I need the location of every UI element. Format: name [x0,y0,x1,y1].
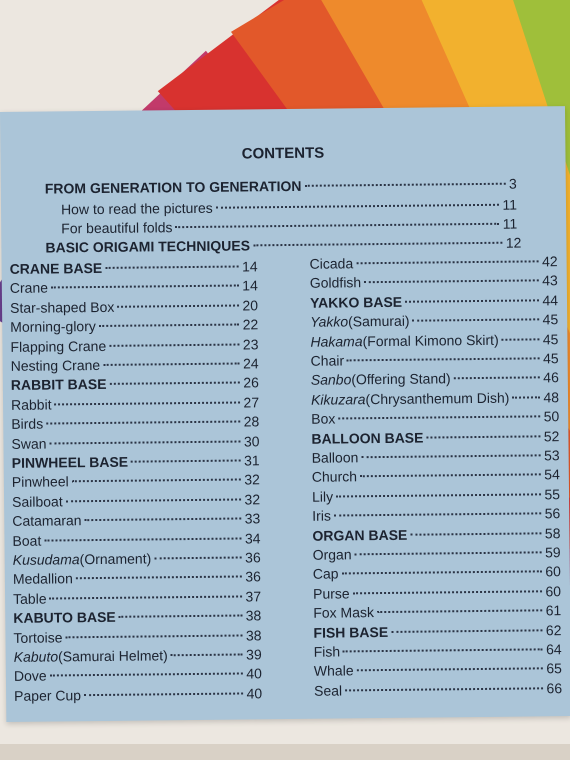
toc-entry [11,374,259,395]
bottom-strip [0,744,570,760]
entry-title: Balloon [311,449,359,466]
dot-leader [355,551,543,555]
entry-title-gloss: (Ornament) [79,550,152,568]
entry-title: FISH BASE [313,623,389,641]
dot-leader [154,556,242,559]
entry-title [311,388,510,408]
dot-leader [49,440,240,444]
toc-entry [10,315,258,336]
dot-leader [512,396,540,398]
entry-title: How to read the pictures [60,199,213,218]
dot-leader [347,357,540,361]
entry-title: Dove [13,667,47,685]
page-number: 40 [246,665,262,682]
page-number: 14 [242,277,258,294]
dot-leader [51,285,239,289]
page-number: 66 [546,679,563,697]
page-number: 28 [243,413,260,430]
entry-title: Rabbit [10,396,52,413]
toc-entry [311,407,559,428]
page-number: 58 [544,524,561,541]
page-number: 38 [245,607,262,624]
toc-entry [11,432,259,453]
contents-title: CONTENTS [241,144,325,163]
toc-entry [11,354,259,375]
dot-leader [304,183,506,187]
toc-entry [10,277,258,298]
entry-title: Goldfish [309,274,362,292]
entry-title-italic: Kikuzara [310,390,366,408]
page-number: 11 [502,196,518,213]
dot-leader [50,595,243,599]
entry-title: YAKKO BASE [309,293,403,311]
page-number: 42 [541,253,558,270]
dot-leader [377,610,543,614]
toc-entry [313,543,561,564]
toc-entry [12,471,260,492]
entry-title: ORGAN BASE [312,526,408,544]
dot-leader [338,416,540,420]
entry-title: Catamaran [12,512,82,530]
entry-title: Cap [312,565,339,583]
toc-entry [13,568,261,589]
entry-title: Box [311,410,336,427]
toc-entry [12,451,260,472]
dot-leader [413,319,540,322]
dot-leader [345,687,543,691]
toc-entry [12,490,260,511]
toc-entry [314,640,562,661]
dot-leader [343,648,543,652]
dot-leader [85,518,242,522]
entry-title: RABBIT BASE [10,376,107,394]
toc-entry [311,388,559,409]
dot-leader [99,324,240,327]
page-number: 32 [244,471,260,488]
page-number: 22 [242,316,259,333]
entry-title-gloss: (Chrysanthemum Dish) [365,389,510,407]
dot-leader [72,479,242,483]
dot-leader [119,615,243,618]
page-number: 37 [245,588,262,605]
entry-title [311,370,451,389]
page-number: 50 [543,408,560,425]
page-number: 44 [542,291,559,309]
toc-entry [13,587,261,608]
entry-title: Nesting Crane [10,356,101,374]
dot-leader [103,362,240,365]
entry-title: Tortoise [13,628,63,646]
toc-entry [11,393,259,414]
page-number: 52 [543,427,560,444]
toc-entry [312,524,560,545]
toc-entry [314,679,562,700]
entry-title: Paper Cup [14,686,82,704]
toc-entry [10,257,258,278]
dot-leader [171,653,243,656]
contents-card [0,106,570,722]
toc-entry [310,291,558,312]
page-number: 32 [244,491,261,508]
entry-title-italic: Hakama [310,332,363,350]
page-number: 60 [545,563,561,580]
page-number: 40 [246,685,263,702]
dot-leader [110,382,241,385]
page-number: 59 [544,544,561,561]
page-number: 34 [244,529,261,547]
toc-entry [310,330,558,351]
dot-leader [84,692,243,696]
page-number: 53 [543,447,560,464]
entry-title [310,312,410,331]
toc-entry [14,665,262,686]
entry-title: Morning-glory [10,318,96,336]
entry-title: Pinwheel [11,473,69,491]
toc-entry [12,509,260,530]
toc-entry [312,446,560,467]
entry-title: Cicada [309,255,354,272]
entry-title: Table [13,590,47,607]
dot-leader [253,242,503,247]
page-number: 30 [243,432,260,450]
toc-entry [311,349,559,370]
dot-leader [336,493,541,497]
entry-title: Boat [12,532,42,549]
toc-entry [313,563,561,584]
page-number: 24 [242,355,259,372]
page-number: 31 [244,452,260,469]
toc-entry [313,601,561,622]
page-number: 38 [245,626,262,644]
dot-leader [105,266,239,269]
entry-title: CRANE BASE [9,259,103,277]
entry-title [13,549,152,568]
page-number: 43 [542,272,558,289]
entry-title: BALLOON BASE [311,429,424,447]
dot-leader [50,673,244,677]
dot-leader [76,576,242,580]
entry-title: Flapping Crane [10,337,107,355]
dot-leader [364,280,539,284]
entry-title: Sailboat [11,493,63,510]
dot-leader [356,260,539,264]
toc-entry [310,272,558,293]
toc-entry [312,485,560,506]
toc-entry [314,660,562,681]
dot-leader [342,571,543,575]
entry-title-gloss: (Offering Stand) [351,370,451,388]
entry-title: Iris [312,507,332,524]
entry-title: Church [311,468,358,486]
page-number: 20 [242,297,259,314]
page-number: 56 [544,505,561,522]
entry-title: Birds [11,415,44,433]
page-number: 64 [545,641,562,658]
entry-title: Fish [313,643,341,660]
entry-title-gloss: (Formal Kimono Skirt) [362,331,499,349]
toc-entry [310,252,558,273]
toc-entry [312,504,560,525]
page-number: 54 [544,466,560,483]
dot-leader [66,634,243,638]
entry-title: Lily [311,488,334,505]
toc-entry [13,606,261,627]
entry-title: KABUTO BASE [13,609,116,627]
dot-leader [66,498,242,502]
page-number: 3 [508,175,517,192]
page-number: 23 [242,335,259,353]
entry-title: Whale [313,662,354,680]
page-number: 12 [505,234,522,251]
toc-entry [313,582,561,603]
page-number: 33 [244,510,261,527]
dot-leader [357,668,544,672]
entry-title: Organ [312,546,352,563]
page-number: 60 [545,582,562,600]
entry-title: Fox Mask [313,604,375,621]
entry-title: PINWHEEL BASE [11,453,129,471]
page-number: 27 [243,394,260,411]
dot-leader [454,377,541,380]
page-number: 39 [246,646,262,663]
entry-title: For beautiful folds [61,219,173,237]
entry-title: Crane [9,279,49,297]
page-number: 36 [245,549,261,566]
entry-title: Purse [312,585,350,602]
page-number: 55 [544,485,561,503]
toc-entry [10,296,258,317]
toc-entry [11,412,259,433]
dot-leader [44,537,242,541]
dot-leader [334,513,542,517]
dot-leader [109,343,240,346]
page-number: 46 [543,369,559,386]
toc-entry [312,466,560,487]
dot-leader [391,629,543,633]
toc-entry [13,626,261,647]
dot-leader [55,401,241,405]
dot-leader [46,421,241,425]
entry-title-italic: Kusudama [12,551,80,568]
page-number: 65 [546,660,562,677]
toc-entry [10,335,258,356]
toc-entry [13,548,261,569]
entry-title: Medallion [12,570,73,588]
entry-title: BASIC ORIGAMI TECHNIQUES [45,237,251,256]
dot-leader [117,304,239,307]
page-number: 45 [542,311,559,328]
dot-leader [405,299,539,302]
dot-leader [353,590,543,594]
page-number: 11 [502,215,518,232]
dot-leader [410,532,542,535]
entry-title-italic: Yakko [310,313,349,330]
entry-title-gloss: (Samurai Helmet) [57,647,168,665]
toc-entry [313,621,561,642]
page-number: 45 [542,350,559,367]
page-number: 45 [542,330,559,347]
entry-title-italic: Sanbo [310,371,352,389]
page-number: 36 [245,568,261,585]
entry-title: Chair [310,352,345,369]
entry-title: Swan [11,435,47,452]
entry-title [310,330,498,350]
entry-title-italic: Kabuto [13,648,59,665]
dot-leader [361,454,541,458]
toc-entry [311,369,559,390]
entry-title: Star-shaped Box [9,298,115,316]
page-number: 48 [543,388,560,406]
dot-leader [426,435,540,438]
dot-leader [502,338,540,340]
dot-leader [216,204,500,209]
front-matter-entry [45,175,517,198]
page-number: 61 [545,602,562,619]
toc-entry [14,684,262,705]
toc-entry [14,645,262,666]
page-number: 14 [241,258,258,275]
dot-leader [131,459,241,462]
dot-leader [176,223,500,228]
entry-title [14,646,168,666]
toc-entry [12,529,260,550]
entry-title: Seal [313,682,343,699]
toc-entry [311,427,559,448]
page-number: 26 [243,374,259,391]
page-number: 62 [545,621,562,638]
entry-title: FROM GENERATION TO GENERATION [44,177,302,197]
dot-leader [360,474,541,478]
toc-entry [310,310,558,331]
entry-title-gloss: (Samurai) [348,312,410,330]
